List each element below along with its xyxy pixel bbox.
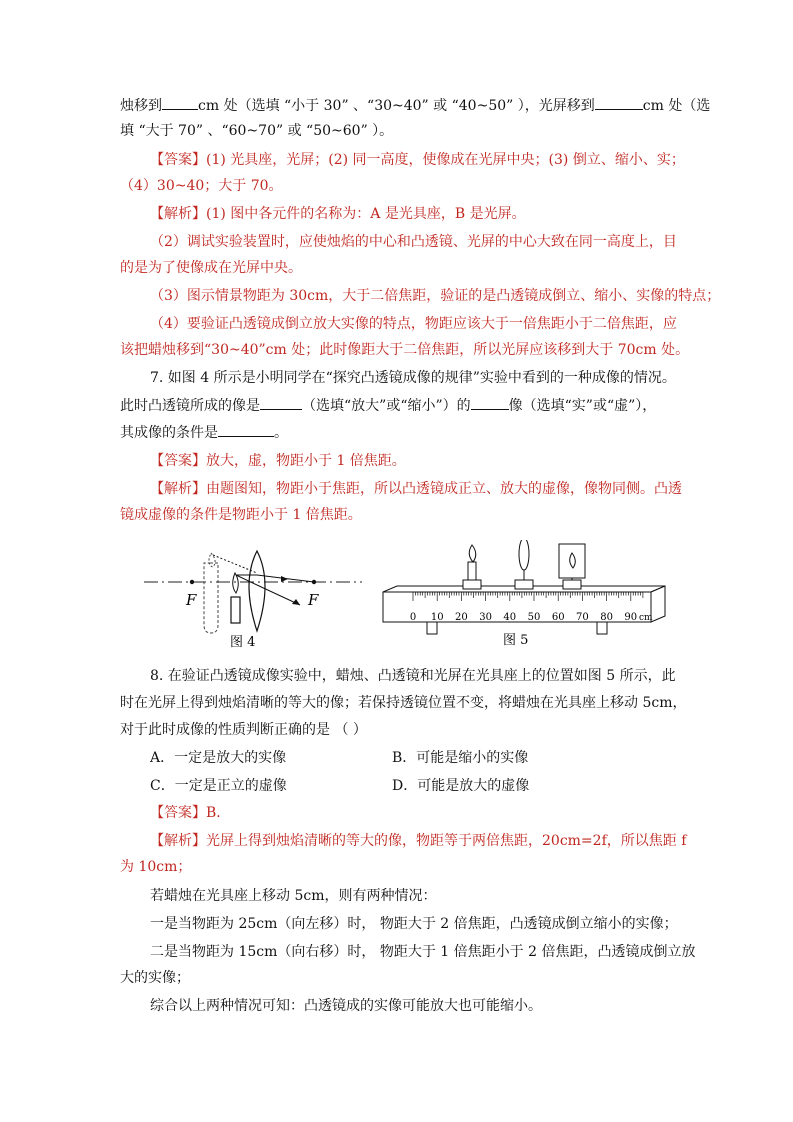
q8-line-1: 8. 在验证凸透镜成像实验中，蜡烛、凸透镜和光屏在光具座上的位置如图 5 所示，此 [150,668,676,684]
candle-body [231,597,240,623]
ruler-tick-label: 0 [409,612,417,623]
q8-analysis: 【解析】光屏上得到烛焰清晰的等大的像，物距等于两倍焦距，20cm=2f，所以焦距 f [150,833,687,849]
q6-line-2: 填 “大于 70” 、“60~70” 或 “50~60” ）。 [120,123,394,139]
q6-answer-cont: （4）30~40；大于 70。 [120,178,283,194]
convex-lens [249,551,265,631]
q8-analysis-7: 综合以上两种情况可知：凸透镜成的实像可能放大也可能缩小。 [150,998,542,1014]
answer-tag: 【答案】 [150,152,206,168]
ruler-unit: cm [639,613,653,623]
analysis-tag: 【解析】 [150,481,206,497]
candle [468,562,476,580]
q8-analysis-3: 若蜡烛在光具座上移动 5cm，则有两种情况： [150,888,437,904]
option-c[interactable]: C．一定是正立的虚像 [150,778,287,794]
q8-analysis-2: 为 10cm； [120,859,192,875]
q7-answer: 【答案】放大，虚，物距小于 1 倍焦距。 [150,453,406,469]
ruler-tick-label: 60 [551,612,565,623]
ruler-tick-label: 40 [503,612,517,623]
ruler-tick-label: 90 [624,612,638,623]
lens-holder [515,580,533,589]
analysis-tag: 【解析】 [150,833,206,849]
q7-line-3: 其成像的条件是 。 [120,422,680,443]
q7-line-2: 此时凸透镜所成的像是 （选填“放大”或“缩小”）的 像（选填“实”或“虚”）， [120,395,680,416]
q6-analysis-4: （3）图示情景物距为 30cm，大于二倍焦距，验证的是凸透镜成倒立、缩小、实像的特点； [150,288,721,304]
q7-analysis: 【解析】由题图知，物距小于焦距，所以凸透镜成正立、放大的虚像，像物同侧。凸透 [150,481,682,497]
screen-holder [563,580,581,589]
q7-line-1: 7. 如图 4 所示是小明同学在“探究凸透镜成像的规律”实验中看到的一种成像的情况。 [150,370,676,386]
answer-blank[interactable] [218,422,274,437]
q8-analysis-5: 二是当物距为 15cm（向右移）时， 物距大于 1 倍焦距小于 2 倍焦距，凸透镜成倒立放 [150,944,696,960]
ruler-tick-label: 70 [576,612,589,623]
option-a[interactable]: A．一定是放大的实像 [150,750,287,766]
answer-blank[interactable] [471,395,509,410]
answer-tag: 【答案】 [150,453,206,469]
q6-analysis-3: 的是为了使像成在光屏中央。 [120,260,302,276]
figure-4-caption: 图 4 [230,635,256,650]
bench-leg [427,622,437,634]
q6-text: cm 处（选填 “小于 30” 、“30~40” 或 “40~50” ），光屏移到 [198,98,595,114]
option-b[interactable]: B．可能是缩小的实像 [392,750,529,766]
ray [236,575,257,585]
answer-blank[interactable] [162,95,198,110]
figure-4-diagram [140,545,365,650]
q6-analysis-6: 该把蜡烛移到“30~40”cm 处；此时像距大于二倍焦距，所以光屏应该移到大于 70cm 处。 [120,342,690,358]
ruler-tick-label: 10 [430,612,444,623]
q8-analysis-6: 大的实像； [120,970,190,986]
q8-analysis-4: 一是当物距为 25cm（向左移）时， 物距大于 2 倍焦距，凸透镜成倒立缩小的实像； [150,916,678,932]
analysis-tag: 【解析】 [150,206,206,222]
q8-answer: 【答案】B． [150,805,231,821]
q6-analysis-5: （4）要验证凸透镜成倒立放大实像的特点，物距应该大于一倍焦距小于二倍焦距，应 [150,316,677,332]
ray [213,555,257,573]
focal-label-right: F [308,591,319,609]
bench-side [651,586,665,622]
ray-arrow [281,576,288,582]
bench-leg [597,622,607,634]
q6-text: 烛移到 [120,98,162,114]
q6-answer: 【答案】(1) 光具座，光屏；(2) 同一高度，使像成在光屏中央；(3) 倒立、缩小、实； [150,152,685,168]
candle-flame [469,545,476,562]
ruler-tick-label: 30 [479,612,492,623]
candle-holder [463,580,481,589]
q8-line-2: 时在光屏上得到烛焰清晰的等大的像；若保持透镜位置不变，将蜡烛在光具座上移动 5cm， [120,695,687,711]
focal-label-left: F [186,591,197,609]
ruler-tick-label: 80 [600,612,613,623]
q7-analysis-2: 镜成虚像的条件是物距小于 1 倍焦距。 [120,507,362,523]
answer-blank[interactable] [595,95,643,110]
ruler-tick-label: 50 [527,612,541,623]
answer-blank[interactable] [260,395,302,410]
q8-line-3: 对于此时成像的性质判断正确的是 （ ） [120,722,367,738]
focal-point-left [190,580,194,584]
q6-text: cm 处（选 [642,98,711,114]
option-d[interactable]: D．可能是放大的虚像 [392,778,530,794]
q6-line-1 [120,95,711,116]
ruler-tick-label: 20 [455,612,468,623]
q6-analysis: 【解析】(1) 图中各元件的名称为：A 是光具座，B 是光屏。 [150,206,526,222]
answer-tag: 【答案】 [150,805,206,821]
lens [519,540,529,570]
virtual-image [204,563,218,633]
figure-5-optical-bench [375,540,675,650]
q6-analysis-2: （2）调试实验装置时，应使烛焰的中心和凸透镜、光屏的中心大致在同一高度上，目 [150,234,677,250]
figure-5-caption: 图 5 [503,633,529,648]
